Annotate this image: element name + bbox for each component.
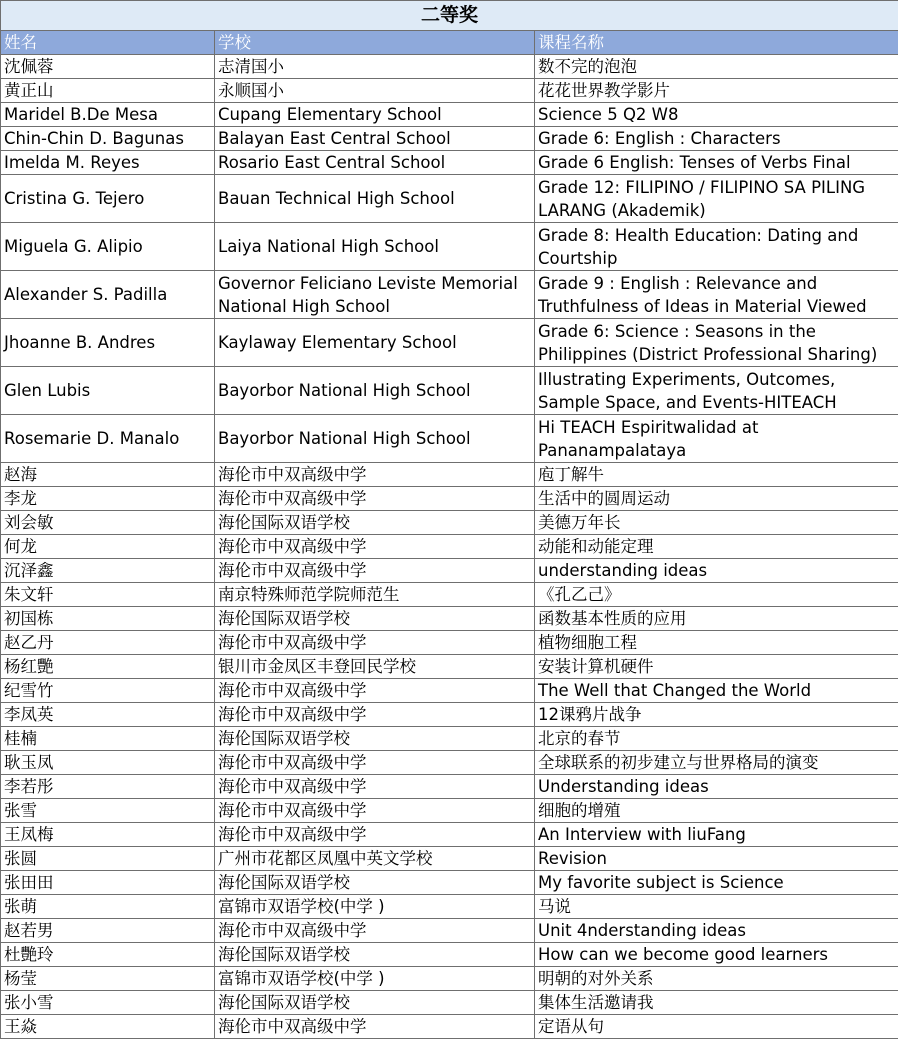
cell-course: 安装计算机硬件 bbox=[535, 655, 898, 679]
cell-name: Chin-Chin D. Bagunas bbox=[1, 127, 215, 151]
cell-course: Grade 6: English : Characters bbox=[535, 127, 898, 151]
table-row bbox=[1, 607, 898, 631]
cell-course: understanding ideas bbox=[535, 559, 898, 583]
cell-name: 初国栋 bbox=[1, 607, 215, 631]
table-row bbox=[1, 895, 898, 919]
table-row bbox=[1, 775, 898, 799]
cell-school: 海伦市中双高级中学 bbox=[215, 751, 535, 775]
cell-course: 定语从句 bbox=[535, 1015, 898, 1039]
table-row bbox=[1, 535, 898, 559]
cell-school: 海伦市中双高级中学 bbox=[215, 535, 535, 559]
cell-name: 何龙 bbox=[1, 535, 215, 559]
table-row bbox=[1, 175, 898, 223]
cell-name: 张萌 bbox=[1, 895, 215, 919]
table-row bbox=[1, 751, 898, 775]
cell-school: 海伦国际双语学校 bbox=[215, 991, 535, 1015]
cell-name: 黄正山 bbox=[1, 79, 215, 103]
cell-name: Cristina G. Tejero bbox=[1, 175, 215, 223]
cell-course: 生活中的圆周运动 bbox=[535, 487, 898, 511]
column-header-school: 学校 bbox=[215, 31, 535, 55]
cell-name: 王凤梅 bbox=[1, 823, 215, 847]
cell-school: 海伦市中双高级中学 bbox=[215, 679, 535, 703]
table-row bbox=[1, 127, 898, 151]
table-row bbox=[1, 487, 898, 511]
table-row bbox=[1, 967, 898, 991]
table-row bbox=[1, 583, 898, 607]
cell-name: Jhoanne B. Andres bbox=[1, 319, 215, 367]
cell-school: Laiya National High School bbox=[215, 223, 535, 271]
table-row bbox=[1, 943, 898, 967]
header-row bbox=[1, 31, 898, 55]
table-row bbox=[1, 223, 898, 271]
cell-course: 集体生活邀请我 bbox=[535, 991, 898, 1015]
table-row bbox=[1, 631, 898, 655]
cell-course: Unit 4nderstanding ideas bbox=[535, 919, 898, 943]
cell-name: Imelda M. Reyes bbox=[1, 151, 215, 175]
cell-school: 海伦市中双高级中学 bbox=[215, 775, 535, 799]
cell-school: 海伦国际双语学校 bbox=[215, 943, 535, 967]
table-row bbox=[1, 871, 898, 895]
table-row bbox=[1, 919, 898, 943]
cell-school: 海伦市中双高级中学 bbox=[215, 1015, 535, 1039]
cell-school: Cupang Elementary School bbox=[215, 103, 535, 127]
cell-name: 张小雪 bbox=[1, 991, 215, 1015]
cell-school: 海伦市中双高级中学 bbox=[215, 463, 535, 487]
table-row bbox=[1, 367, 898, 415]
cell-course: Grade 8: Health Education: Dating and Courtship bbox=[535, 223, 898, 271]
cell-course: 动能和动能定理 bbox=[535, 535, 898, 559]
cell-name: 杜艷玲 bbox=[1, 943, 215, 967]
cell-name: 王焱 bbox=[1, 1015, 215, 1039]
cell-course: Grade 6 English: Tenses of Verbs Final bbox=[535, 151, 898, 175]
cell-course: 数不完的泡泡 bbox=[535, 55, 898, 79]
cell-name: 李凤英 bbox=[1, 703, 215, 727]
cell-name: 刘会敏 bbox=[1, 511, 215, 535]
cell-school: 志清国小 bbox=[215, 55, 535, 79]
cell-course: 花花世界教学影片 bbox=[535, 79, 898, 103]
cell-school: Balayan East Central School bbox=[215, 127, 535, 151]
cell-school: 海伦市中双高级中学 bbox=[215, 559, 535, 583]
cell-school: 海伦国际双语学校 bbox=[215, 607, 535, 631]
cell-name: Miguela G. Alipio bbox=[1, 223, 215, 271]
cell-name: 沈佩蓉 bbox=[1, 55, 215, 79]
table-row bbox=[1, 799, 898, 823]
cell-name: 杨红艷 bbox=[1, 655, 215, 679]
cell-name: 朱文轩 bbox=[1, 583, 215, 607]
cell-name: 耿玉凤 bbox=[1, 751, 215, 775]
cell-school: 富锦市双语学校(中学 ) bbox=[215, 895, 535, 919]
cell-name: Glen Lubis bbox=[1, 367, 215, 415]
cell-name: 张雪 bbox=[1, 799, 215, 823]
table-title: 二等奖 bbox=[1, 1, 898, 31]
cell-name: 李若彤 bbox=[1, 775, 215, 799]
table-row bbox=[1, 463, 898, 487]
cell-school: 广州市花都区凤凰中英文学校 bbox=[215, 847, 535, 871]
column-header-course: 课程名称 bbox=[535, 31, 898, 55]
cell-name: 张圆 bbox=[1, 847, 215, 871]
cell-school: Governor Feliciano Leviste Memorial National High School bbox=[215, 271, 535, 319]
cell-name: Rosemarie D. Manalo bbox=[1, 415, 215, 463]
cell-name: 赵若男 bbox=[1, 919, 215, 943]
table-row bbox=[1, 991, 898, 1015]
cell-course: An Interview with liuFang bbox=[535, 823, 898, 847]
cell-school: Bauan Technical High School bbox=[215, 175, 535, 223]
cell-course: 北京的春节 bbox=[535, 727, 898, 751]
cell-school: 海伦市中双高级中学 bbox=[215, 487, 535, 511]
cell-course: My favorite subject is Science bbox=[535, 871, 898, 895]
cell-course: Grade 12: FILIPINO / FILIPINO SA PILING LARANG (Akademik) bbox=[535, 175, 898, 223]
cell-school: Rosario East Central School bbox=[215, 151, 535, 175]
cell-school: 海伦市中双高级中学 bbox=[215, 799, 535, 823]
cell-name: 沉泽鑫 bbox=[1, 559, 215, 583]
cell-school: 富锦市双语学校(中学 ) bbox=[215, 967, 535, 991]
cell-name: 赵乙丹 bbox=[1, 631, 215, 655]
cell-course: 12课鸦片战争 bbox=[535, 703, 898, 727]
cell-name: Alexander S. Padilla bbox=[1, 271, 215, 319]
cell-course: 函数基本性质的应用 bbox=[535, 607, 898, 631]
cell-course: 明朝的对外关系 bbox=[535, 967, 898, 991]
cell-course: Understanding ideas bbox=[535, 775, 898, 799]
cell-course: Grade 6: Science : Seasons in the Philippines (District Professional Sharing) bbox=[535, 319, 898, 367]
table-row bbox=[1, 559, 898, 583]
table-row bbox=[1, 103, 898, 127]
table-row bbox=[1, 679, 898, 703]
cell-school: 银川市金凤区丰登回民学校 bbox=[215, 655, 535, 679]
cell-school: 海伦市中双高级中学 bbox=[215, 919, 535, 943]
cell-course: 美德万年长 bbox=[535, 511, 898, 535]
title-row bbox=[1, 1, 898, 31]
cell-course: Illustrating Experiments, Outcomes, Sample Space, and Events-HITEACH bbox=[535, 367, 898, 415]
cell-course: 《孔乙己》 bbox=[535, 583, 898, 607]
cell-school: 南京特殊师范学院师范生 bbox=[215, 583, 535, 607]
column-header-name: 姓名 bbox=[1, 31, 215, 55]
table-row bbox=[1, 703, 898, 727]
cell-name: 纪雪竹 bbox=[1, 679, 215, 703]
table-row bbox=[1, 271, 898, 319]
cell-school: Bayorbor National High School bbox=[215, 415, 535, 463]
cell-name: 桂楠 bbox=[1, 727, 215, 751]
table-row bbox=[1, 415, 898, 463]
table-row bbox=[1, 727, 898, 751]
cell-school: Kaylaway Elementary School bbox=[215, 319, 535, 367]
cell-course: 全球联系的初步建立与世界格局的演变 bbox=[535, 751, 898, 775]
cell-course: 细胞的增殖 bbox=[535, 799, 898, 823]
cell-course: Science 5 Q2 W8 bbox=[535, 103, 898, 127]
table-row bbox=[1, 151, 898, 175]
cell-course: 庖丁解牛 bbox=[535, 463, 898, 487]
table-row bbox=[1, 1015, 898, 1039]
cell-course: The Well that Changed the World bbox=[535, 679, 898, 703]
cell-name: 李龙 bbox=[1, 487, 215, 511]
table-body bbox=[1, 55, 898, 1039]
cell-school: Bayorbor National High School bbox=[215, 367, 535, 415]
cell-course: Hi TEACH Espiritwalidad at Pananampalataya bbox=[535, 415, 898, 463]
cell-course: 马说 bbox=[535, 895, 898, 919]
cell-school: 海伦市中双高级中学 bbox=[215, 823, 535, 847]
table-row bbox=[1, 847, 898, 871]
cell-school: 海伦国际双语学校 bbox=[215, 727, 535, 751]
cell-course: Revision bbox=[535, 847, 898, 871]
table-row bbox=[1, 319, 898, 367]
table-row bbox=[1, 79, 898, 103]
cell-course: Grade 9 : English : Relevance and Truthfulness of Ideas in Material Viewed bbox=[535, 271, 898, 319]
table-row bbox=[1, 55, 898, 79]
cell-name: 张田田 bbox=[1, 871, 215, 895]
cell-school: 海伦市中双高级中学 bbox=[215, 703, 535, 727]
cell-school: 永顺国小 bbox=[215, 79, 535, 103]
cell-course: How can we become good learners bbox=[535, 943, 898, 967]
table-row bbox=[1, 655, 898, 679]
cell-name: Maridel B.De Mesa bbox=[1, 103, 215, 127]
cell-course: 植物细胞工程 bbox=[535, 631, 898, 655]
cell-name: 赵海 bbox=[1, 463, 215, 487]
cell-school: 海伦国际双语学校 bbox=[215, 871, 535, 895]
cell-school: 海伦市中双高级中学 bbox=[215, 631, 535, 655]
cell-name: 杨莹 bbox=[1, 967, 215, 991]
cell-school: 海伦国际双语学校 bbox=[215, 511, 535, 535]
table-row bbox=[1, 511, 898, 535]
table-row bbox=[1, 823, 898, 847]
